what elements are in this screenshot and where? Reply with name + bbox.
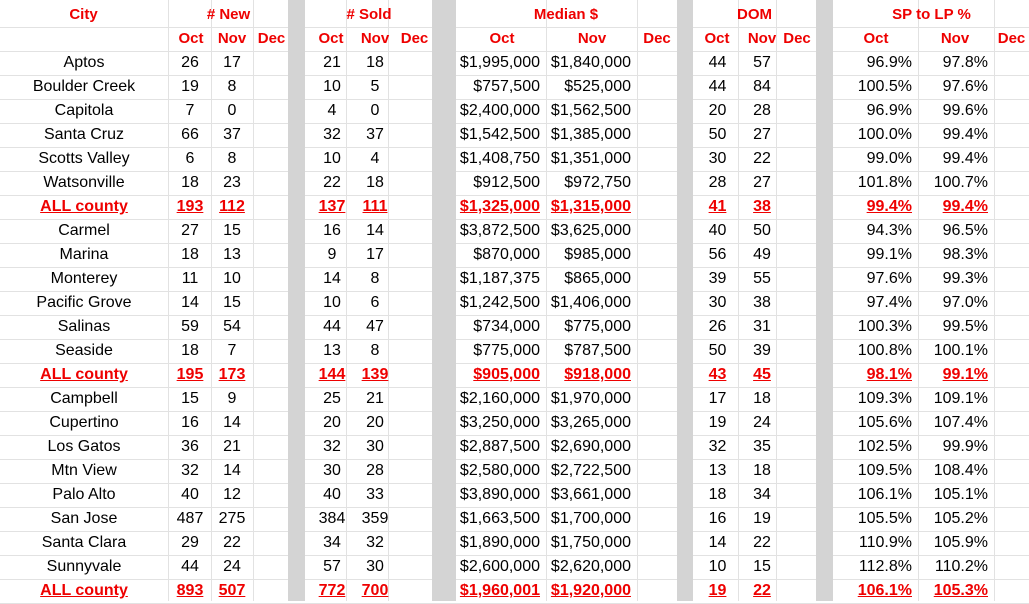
new-cell[interactable]: 19 — [181, 78, 199, 95]
median-cell[interactable]: $2,620,000 — [550, 558, 631, 575]
median-cell[interactable]: $905,000 — [473, 366, 540, 383]
median-cell[interactable]: $3,890,000 — [459, 486, 540, 503]
new-cell[interactable]: 18 — [181, 174, 199, 191]
new-cell[interactable]: 18 — [181, 246, 199, 263]
city-cell[interactable]: ALL county — [40, 582, 128, 599]
median-cell[interactable]: $2,600,000 — [459, 558, 540, 575]
sold-cell[interactable]: 772 — [318, 582, 346, 599]
sold-cell[interactable]: 139 — [361, 366, 389, 383]
gridline-vertical — [994, 0, 995, 601]
separator-column — [288, 0, 305, 601]
sold-cell[interactable]: 359 — [361, 510, 389, 527]
sold-cell[interactable]: 10 — [323, 294, 341, 311]
new-cell[interactable]: 275 — [218, 510, 246, 527]
dom-cell[interactable]: 18 — [753, 462, 771, 479]
median-cell[interactable]: $912,500 — [473, 174, 540, 191]
median-cell[interactable]: $865,000 — [564, 270, 631, 287]
median-cell[interactable]: $2,160,000 — [459, 390, 540, 407]
city-cell[interactable]: Salinas — [57, 318, 111, 335]
header-median[interactable]: Median $ — [533, 6, 599, 23]
median-cell[interactable]: $1,187,375 — [459, 270, 540, 287]
sp-cell[interactable]: 100.8% — [857, 342, 912, 359]
month-header-dom-dec[interactable]: Dec — [783, 30, 811, 47]
sold-cell[interactable]: 21 — [366, 390, 384, 407]
city-cell[interactable]: Santa Cruz — [43, 126, 125, 143]
sp-cell[interactable]: 99.4% — [942, 126, 988, 143]
sold-cell[interactable]: 25 — [323, 390, 341, 407]
sold-cell[interactable]: 14 — [366, 222, 384, 239]
sold-cell[interactable]: 14 — [323, 270, 341, 287]
sp-cell[interactable]: 100.5% — [857, 78, 912, 95]
month-header-sp-dec[interactable]: Dec — [997, 30, 1026, 47]
median-cell[interactable]: $775,000 — [564, 318, 631, 335]
median-cell[interactable]: $757,500 — [473, 78, 540, 95]
new-cell[interactable]: 507 — [218, 582, 246, 599]
sp-cell[interactable]: 99.6% — [942, 102, 988, 119]
dom-cell[interactable]: 16 — [708, 510, 727, 527]
new-cell[interactable]: 29 — [181, 534, 199, 551]
month-header-sold-dec[interactable]: Dec — [400, 30, 429, 47]
sp-cell[interactable]: 99.1% — [866, 246, 912, 263]
city-cell[interactable]: Carmel — [58, 222, 110, 239]
new-cell[interactable]: 22 — [223, 534, 241, 551]
median-cell[interactable]: $1,242,500 — [459, 294, 540, 311]
sp-cell[interactable]: 108.4% — [933, 462, 988, 479]
new-cell[interactable]: 6 — [185, 150, 195, 167]
month-header-dom-oct[interactable]: Oct — [704, 30, 730, 47]
new-cell[interactable]: 15 — [223, 294, 241, 311]
median-cell[interactable]: $2,580,000 — [459, 462, 540, 479]
dom-cell[interactable]: 50 — [708, 342, 727, 359]
sp-cell[interactable]: 106.1% — [857, 486, 912, 503]
new-cell[interactable]: 7 — [227, 342, 237, 359]
median-cell[interactable]: $3,250,000 — [459, 414, 540, 431]
median-cell[interactable]: $1,750,000 — [550, 534, 631, 551]
new-cell[interactable]: 893 — [176, 582, 204, 599]
new-cell[interactable]: 173 — [218, 366, 246, 383]
median-cell[interactable]: $1,920,000 — [550, 582, 631, 599]
sp-cell[interactable]: 105.5% — [857, 510, 912, 527]
dom-cell[interactable]: 30 — [708, 294, 727, 311]
sold-cell[interactable]: 28 — [366, 462, 384, 479]
median-cell[interactable]: $1,325,000 — [459, 198, 540, 215]
dom-cell[interactable]: 28 — [753, 102, 771, 119]
sold-cell[interactable]: 384 — [318, 510, 346, 527]
new-cell[interactable]: 44 — [181, 558, 199, 575]
median-cell[interactable]: $870,000 — [473, 246, 540, 263]
new-cell[interactable]: 24 — [223, 558, 241, 575]
median-cell[interactable]: $3,661,000 — [550, 486, 631, 503]
sp-cell[interactable]: 100.1% — [933, 342, 988, 359]
median-cell[interactable]: $525,000 — [564, 78, 631, 95]
dom-cell[interactable]: 84 — [753, 78, 771, 95]
dom-cell[interactable]: 30 — [708, 150, 727, 167]
sp-cell[interactable]: 110.9% — [858, 534, 912, 551]
new-cell[interactable]: 21 — [223, 438, 241, 455]
new-cell[interactable]: 112 — [219, 198, 245, 215]
sp-cell[interactable]: 106.1% — [857, 582, 912, 599]
city-cell[interactable]: Aptos — [63, 54, 105, 71]
city-cell[interactable]: Campbell — [50, 390, 118, 407]
sold-cell[interactable]: 137 — [318, 198, 346, 215]
new-cell[interactable]: 16 — [181, 414, 199, 431]
header-dom[interactable]: DOM — [737, 6, 772, 23]
dom-cell[interactable]: 17 — [708, 390, 727, 407]
median-cell[interactable]: $2,722,500 — [550, 462, 631, 479]
median-cell[interactable]: $3,872,500 — [459, 222, 540, 239]
new-cell[interactable]: 195 — [176, 366, 204, 383]
sold-cell[interactable]: 700 — [361, 582, 389, 599]
sp-cell[interactable]: 99.4% — [866, 198, 912, 215]
median-cell[interactable]: $1,970,000 — [550, 390, 631, 407]
new-cell[interactable]: 32 — [181, 462, 199, 479]
city-cell[interactable]: Marina — [59, 246, 109, 263]
median-cell[interactable]: $787,500 — [564, 342, 631, 359]
sp-cell[interactable]: 98.1% — [866, 366, 912, 383]
sold-cell[interactable]: 5 — [370, 78, 380, 95]
month-header-median-nov[interactable]: Nov — [577, 30, 607, 47]
sold-cell[interactable]: 10 — [323, 150, 341, 167]
sp-cell[interactable]: 99.3% — [942, 270, 988, 287]
city-cell[interactable]: Pacific Grove — [36, 294, 132, 311]
median-cell[interactable]: $775,000 — [473, 342, 540, 359]
sp-cell[interactable]: 97.8% — [942, 54, 988, 71]
sold-cell[interactable]: 57 — [323, 558, 341, 575]
sold-cell[interactable]: 4 — [327, 102, 337, 119]
city-cell[interactable]: Boulder Creek — [32, 78, 136, 95]
sold-cell[interactable]: 6 — [370, 294, 380, 311]
dom-cell[interactable]: 49 — [753, 246, 771, 263]
dom-cell[interactable]: 44 — [708, 54, 727, 71]
sp-cell[interactable]: 109.3% — [857, 390, 912, 407]
sp-cell[interactable]: 102.5% — [857, 438, 912, 455]
new-cell[interactable]: 54 — [223, 318, 241, 335]
city-cell[interactable]: Watsonville — [43, 174, 125, 191]
new-cell[interactable]: 17 — [223, 54, 241, 71]
month-header-new-dec[interactable]: Dec — [257, 30, 286, 47]
header-sp-to-lp[interactable]: SP to LP % — [892, 6, 971, 23]
sp-cell[interactable]: 105.9% — [933, 534, 988, 551]
dom-cell[interactable]: 38 — [753, 198, 771, 215]
new-cell[interactable]: 14 — [181, 294, 199, 311]
gridline-vertical — [637, 0, 638, 601]
sp-cell[interactable]: 99.4% — [942, 150, 988, 167]
month-header-sold-nov[interactable]: Nov — [360, 30, 390, 47]
city-cell[interactable]: Los Gatos — [47, 438, 121, 455]
dom-cell[interactable]: 34 — [753, 486, 771, 503]
dom-cell[interactable]: 57 — [753, 54, 771, 71]
median-cell[interactable]: $2,887,500 — [459, 438, 540, 455]
sold-cell[interactable]: 32 — [323, 126, 341, 143]
sp-cell[interactable]: 101.8% — [857, 174, 912, 191]
header-sold[interactable]: # Sold — [346, 6, 392, 23]
sp-cell[interactable]: 97.4% — [866, 294, 912, 311]
sp-cell[interactable]: 112.8% — [858, 558, 912, 575]
separator-column — [677, 0, 693, 601]
sp-cell[interactable]: 96.5% — [942, 222, 988, 239]
city-cell[interactable]: Santa Clara — [41, 534, 127, 551]
median-cell[interactable]: $1,663,500 — [459, 510, 540, 527]
dom-cell[interactable]: 44 — [708, 78, 727, 95]
sp-cell[interactable]: 98.3% — [942, 246, 988, 263]
dom-cell[interactable]: 55 — [753, 270, 771, 287]
city-cell[interactable]: Sunnyvale — [46, 558, 122, 575]
median-cell[interactable]: $1,351,000 — [550, 150, 631, 167]
median-cell[interactable]: $972,750 — [564, 174, 631, 191]
gridline-vertical — [253, 0, 254, 601]
sold-cell[interactable]: 4 — [370, 150, 380, 167]
city-cell[interactable]: Mtn View — [51, 462, 117, 479]
new-cell[interactable]: 37 — [223, 126, 241, 143]
dom-cell[interactable]: 40 — [708, 222, 727, 239]
dom-cell[interactable]: 39 — [708, 270, 727, 287]
new-cell[interactable]: 18 — [181, 342, 199, 359]
sold-cell[interactable]: 18 — [366, 54, 384, 71]
sp-cell[interactable]: 100.3% — [857, 318, 912, 335]
dom-cell[interactable]: 50 — [753, 222, 771, 239]
new-cell[interactable]: 487 — [176, 510, 204, 527]
sold-cell[interactable]: 32 — [323, 438, 341, 455]
sp-cell[interactable]: 109.5% — [857, 462, 912, 479]
dom-cell[interactable]: 15 — [753, 558, 771, 575]
new-cell[interactable]: 26 — [181, 54, 199, 71]
dom-cell[interactable]: 41 — [708, 198, 727, 215]
new-cell[interactable]: 8 — [227, 150, 237, 167]
dom-cell[interactable]: 50 — [708, 126, 727, 143]
new-cell[interactable]: 9 — [227, 390, 237, 407]
sp-cell[interactable]: 105.2% — [933, 510, 988, 527]
sold-cell[interactable]: 20 — [323, 414, 341, 431]
sold-cell[interactable]: 144 — [318, 366, 346, 383]
month-header-dom-nov[interactable]: Nov — [747, 30, 777, 47]
median-cell[interactable]: $734,000 — [473, 318, 540, 335]
new-cell[interactable]: 8 — [227, 78, 237, 95]
month-header-new-oct[interactable]: Oct — [178, 30, 204, 47]
new-cell[interactable]: 14 — [223, 462, 241, 479]
sp-cell[interactable]: 97.6% — [942, 78, 988, 95]
sp-cell[interactable]: 99.4% — [942, 198, 988, 215]
sold-cell[interactable]: 47 — [366, 318, 384, 335]
dom-cell[interactable]: 22 — [753, 534, 771, 551]
gridline-vertical — [738, 0, 739, 601]
new-cell[interactable]: 13 — [223, 246, 241, 263]
new-cell[interactable]: 59 — [181, 318, 199, 335]
dom-cell[interactable]: 31 — [753, 318, 771, 335]
new-cell[interactable]: 0 — [227, 102, 237, 119]
sp-cell[interactable]: 99.5% — [942, 318, 988, 335]
sold-cell[interactable]: 16 — [323, 222, 341, 239]
city-cell[interactable]: Cupertino — [49, 414, 119, 431]
sold-cell[interactable]: 30 — [323, 462, 341, 479]
month-header-median-dec[interactable]: Dec — [643, 30, 671, 47]
median-cell[interactable]: $2,400,000 — [459, 102, 540, 119]
dom-cell[interactable]: 24 — [753, 414, 771, 431]
dom-cell[interactable]: 19 — [708, 414, 727, 431]
sp-cell[interactable]: 100.7% — [933, 174, 988, 191]
new-cell[interactable]: 10 — [223, 270, 241, 287]
median-cell[interactable]: $1,995,000 — [459, 54, 540, 71]
median-cell[interactable]: $1,406,000 — [550, 294, 631, 311]
median-cell[interactable]: $918,000 — [564, 366, 631, 383]
new-cell[interactable]: 11 — [181, 270, 199, 287]
sold-cell[interactable]: 22 — [323, 174, 341, 191]
sold-cell[interactable]: 40 — [323, 486, 341, 503]
sold-cell[interactable]: 18 — [366, 174, 384, 191]
new-cell[interactable]: 23 — [223, 174, 241, 191]
dom-cell[interactable]: 35 — [753, 438, 771, 455]
dom-cell[interactable]: 10 — [708, 558, 727, 575]
sp-cell[interactable]: 96.9% — [866, 54, 912, 71]
dom-cell[interactable]: 26 — [708, 318, 727, 335]
dom-cell[interactable]: 20 — [708, 102, 727, 119]
city-cell[interactable]: Seaside — [55, 342, 113, 359]
dom-cell[interactable]: 28 — [708, 174, 727, 191]
sold-cell[interactable]: 30 — [366, 558, 384, 575]
median-cell[interactable]: $1,960,001 — [459, 582, 540, 599]
sp-cell[interactable]: 105.3% — [933, 582, 988, 599]
median-cell[interactable]: $1,562,500 — [550, 102, 631, 119]
sold-cell[interactable]: 8 — [370, 342, 380, 359]
city-cell[interactable]: Monterey — [50, 270, 118, 287]
dom-cell[interactable]: 19 — [708, 582, 727, 599]
new-cell[interactable]: 15 — [181, 390, 199, 407]
new-cell[interactable]: 14 — [223, 414, 241, 431]
median-cell[interactable]: $1,385,000 — [550, 126, 631, 143]
dom-cell[interactable]: 45 — [753, 366, 771, 383]
dom-cell[interactable]: 32 — [708, 438, 727, 455]
header-new[interactable]: # New — [206, 6, 251, 23]
sp-cell[interactable]: 99.0% — [866, 150, 912, 167]
sold-cell[interactable]: 37 — [366, 126, 384, 143]
sp-cell[interactable]: 107.4% — [933, 414, 988, 431]
new-cell[interactable]: 193 — [176, 198, 204, 215]
sold-cell[interactable]: 30 — [366, 438, 384, 455]
median-cell[interactable]: $1,408,750 — [459, 150, 540, 167]
sold-cell[interactable]: 13 — [323, 342, 341, 359]
median-cell[interactable]: $985,000 — [564, 246, 631, 263]
sp-cell[interactable]: 97.6% — [866, 270, 912, 287]
sold-cell[interactable]: 17 — [366, 246, 384, 263]
sold-cell[interactable]: 9 — [327, 246, 337, 263]
sold-cell[interactable]: 21 — [323, 54, 341, 71]
city-cell[interactable]: Palo Alto — [52, 486, 116, 503]
city-cell[interactable]: ALL county — [40, 198, 128, 215]
dom-cell[interactable]: 27 — [753, 174, 771, 191]
median-cell[interactable]: $1,840,000 — [550, 54, 631, 71]
new-cell[interactable]: 27 — [181, 222, 199, 239]
city-cell[interactable]: Scotts Valley — [38, 150, 130, 167]
sp-cell[interactable]: 99.1% — [942, 366, 988, 383]
city-cell[interactable]: San Jose — [50, 510, 118, 527]
dom-cell[interactable]: 22 — [753, 150, 771, 167]
city-cell[interactable]: Capitola — [54, 102, 114, 119]
sold-cell[interactable]: 8 — [370, 270, 380, 287]
sp-cell[interactable]: 97.0% — [942, 294, 988, 311]
median-cell[interactable]: $2,690,000 — [550, 438, 631, 455]
month-header-sp-oct[interactable]: Oct — [863, 30, 889, 47]
month-header-new-nov[interactable]: Nov — [217, 30, 247, 47]
median-cell[interactable]: $3,625,000 — [550, 222, 631, 239]
sp-cell[interactable]: 100.0% — [857, 126, 912, 143]
dom-cell[interactable]: 39 — [753, 342, 771, 359]
separator-column — [816, 0, 833, 601]
new-cell[interactable]: 36 — [181, 438, 199, 455]
sold-cell[interactable]: 10 — [323, 78, 341, 95]
sp-cell[interactable]: 109.1% — [933, 390, 988, 407]
median-cell[interactable]: $1,890,000 — [459, 534, 540, 551]
new-cell[interactable]: 7 — [185, 102, 195, 119]
median-cell[interactable]: $3,265,000 — [550, 414, 631, 431]
gridline-vertical — [168, 0, 169, 601]
dom-cell[interactable]: 22 — [753, 582, 771, 599]
sold-cell[interactable]: 32 — [366, 534, 384, 551]
median-cell[interactable]: $1,700,000 — [550, 510, 631, 527]
new-cell[interactable]: 66 — [181, 126, 199, 143]
dom-cell[interactable]: 18 — [753, 390, 771, 407]
sold-cell[interactable]: 44 — [323, 318, 341, 335]
month-header-median-oct[interactable]: Oct — [489, 30, 515, 47]
dom-cell[interactable]: 18 — [708, 486, 727, 503]
median-cell[interactable]: $1,315,000 — [550, 198, 631, 215]
sp-cell[interactable]: 105.1% — [933, 486, 988, 503]
sp-cell[interactable]: 94.3% — [866, 222, 912, 239]
dom-cell[interactable]: 43 — [708, 366, 727, 383]
median-cell[interactable]: $1,542,500 — [459, 126, 540, 143]
new-cell[interactable]: 15 — [223, 222, 241, 239]
sold-cell[interactable]: 34 — [323, 534, 341, 551]
sold-cell[interactable]: 33 — [366, 486, 384, 503]
sold-cell[interactable]: 0 — [370, 102, 380, 119]
new-cell[interactable]: 12 — [223, 486, 241, 503]
dom-cell[interactable]: 27 — [753, 126, 771, 143]
dom-cell[interactable]: 14 — [708, 534, 727, 551]
sp-cell[interactable]: 99.9% — [942, 438, 988, 455]
month-header-sold-oct[interactable]: Oct — [318, 30, 344, 47]
sold-cell[interactable]: 20 — [366, 414, 384, 431]
dom-cell[interactable]: 38 — [753, 294, 771, 311]
sold-cell[interactable]: 111 — [362, 198, 388, 215]
header-city[interactable]: City — [69, 6, 98, 23]
dom-cell[interactable]: 56 — [708, 246, 727, 263]
dom-cell[interactable]: 13 — [708, 462, 727, 479]
dom-cell[interactable]: 19 — [753, 510, 771, 527]
sp-cell[interactable]: 110.2% — [934, 558, 988, 575]
sp-cell[interactable]: 96.9% — [866, 102, 912, 119]
month-header-sp-nov[interactable]: Nov — [940, 30, 970, 47]
city-cell[interactable]: ALL county — [40, 366, 128, 383]
new-cell[interactable]: 40 — [181, 486, 199, 503]
sp-cell[interactable]: 105.6% — [857, 414, 912, 431]
